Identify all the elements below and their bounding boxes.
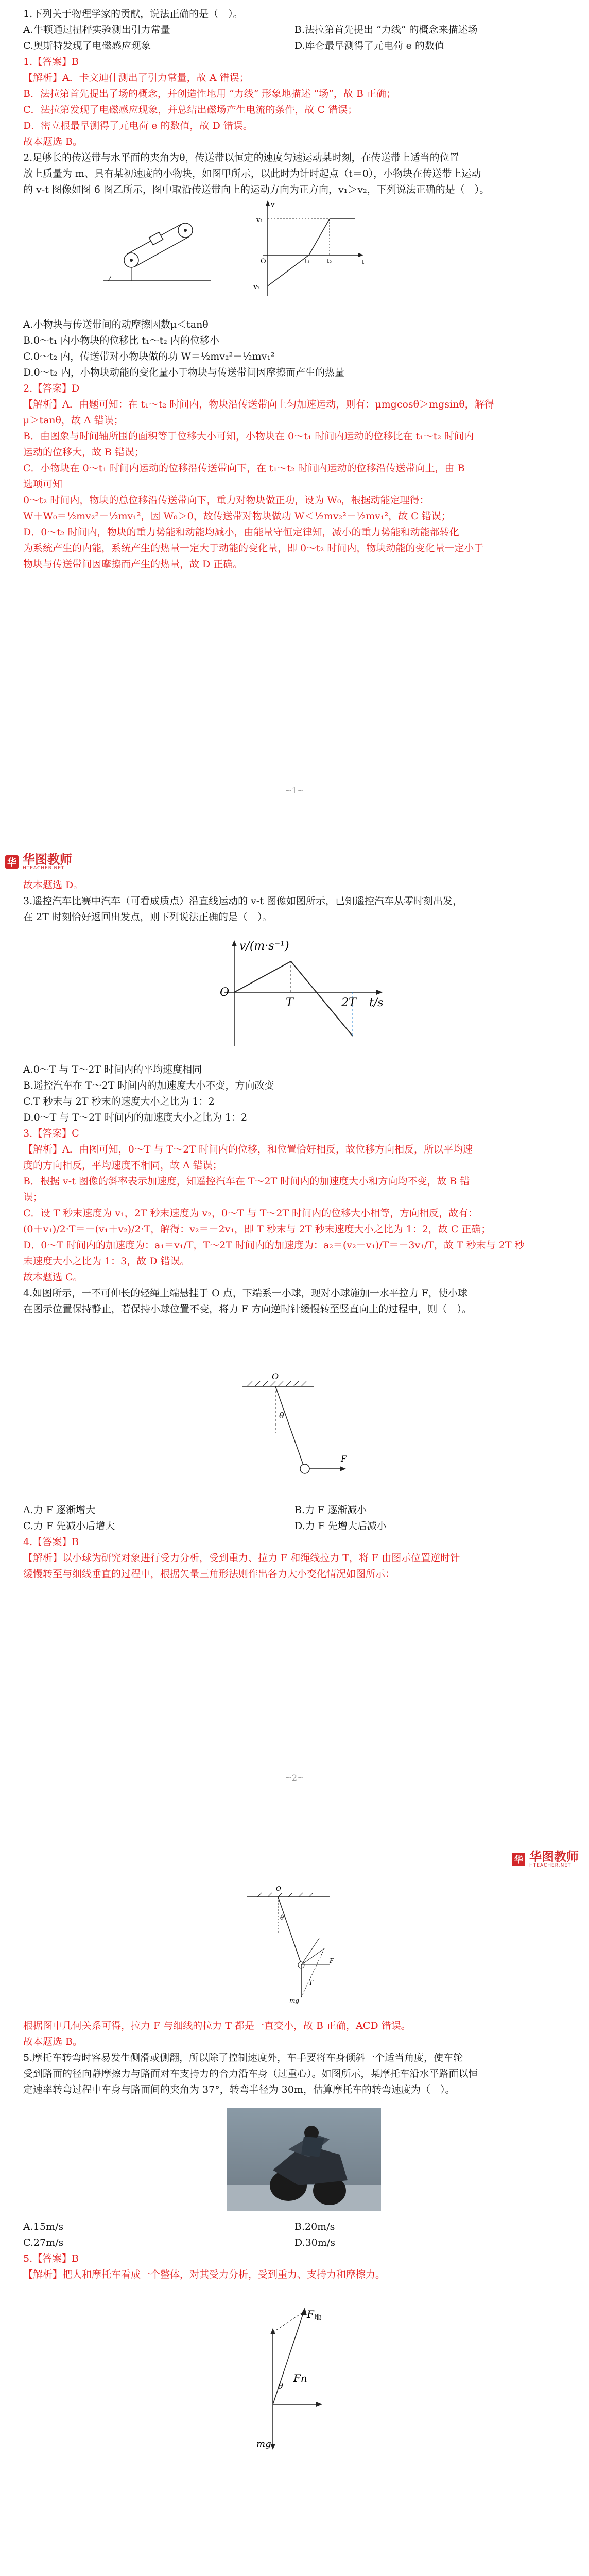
answer-text-line: 故本题选 D。 — [23, 879, 83, 891]
answer-text-line: 运动的位移大，故 B 错误； — [23, 447, 145, 458]
page2-bottom-text — [23, 1502, 566, 1582]
vt-graph — [251, 200, 365, 296]
answer-text-line: 4.【答案】B — [23, 1536, 79, 1548]
brand-logo — [512, 1851, 579, 1868]
question-text-line: A.小物块与传送带间的动摩擦因数μ＜tanθ — [23, 319, 209, 330]
t-tick-label: T — [286, 996, 293, 1009]
answer-text-line: 【解析】A．卡文迪什测出了引力常量，故 A 错误； — [23, 72, 249, 83]
option-text: C.27m/s — [23, 2237, 64, 2248]
question-text-line: 2.足够长的传送带与水平面的夹角为θ，传送带以恒定的速度匀速运动某时刻，在传送带上适当的位置 — [23, 152, 459, 163]
page3-mid-text — [23, 2219, 566, 2283]
answer-text-line: 缓慢转至与细线垂直的过程中，根据矢量三角形法则作出各力大小变化情况如图所示： — [23, 1568, 395, 1580]
f-label: F — [330, 1957, 334, 1964]
v-axis-label: v/(m·s⁻¹) — [239, 940, 289, 953]
pendulum-figure — [227, 1371, 371, 1489]
brand-logo — [5, 853, 72, 871]
question-text-line: 的 v-t 图像如图 6 图乙所示，图中取沿传送带向上的运动方向为正方向，v₁＞v₂，下列说法正确的是（ ）。 — [23, 184, 490, 195]
conveyor-belt-drawing — [103, 223, 211, 281]
answer-text-line: D．0～T 时间内的加速度为：a₁＝v₁/T，T～2T 时间内的加速度为：a₂＝(v₂－v₁)/T＝－3v₁/T，故 T 秒末与 2T 秒 — [23, 1240, 525, 1251]
question-text-line: B.0～t₁ 内小物块的位移比 t₁～t₂ 内的位移小 — [23, 335, 219, 346]
answer-text-line: 故本题选 C。 — [23, 1272, 83, 1283]
answer-text-line: B．根据 v-t 图像的斜率表示加速度，知遥控汽车在 T～2T 时间内的加速度大小和方向均不变，故 B 错 — [23, 1176, 470, 1187]
f-label: F — [341, 1454, 347, 1464]
option-text: A.力 F 逐渐增大 — [23, 1504, 96, 1516]
question-text-line: 定速率转弯过程中车身与路面间的夹角为 37°，转弯半径为 30m，估算摩托车的转弯速度为（ ）。 — [23, 2084, 455, 2095]
option-row — [23, 1518, 566, 1534]
question-text-line: 在 2T 时刻恰好返回出发点，则下列说法正确的是（ ）。 — [23, 911, 272, 923]
question-text-line: 4.如图所示，一不可伸长的轻绳上端悬挂于 O 点，下端系一小球，现对小球施加一水平拉力 F，使小球 — [23, 1287, 468, 1299]
option-text: C.力 F 先减小后增大 — [23, 1520, 115, 1532]
question-text-line: D.0～T 与 T～2T 时间内的加速度大小之比为 1：2 — [23, 1112, 248, 1123]
page1-bottom-text — [23, 317, 566, 572]
fn-label: Fn — [293, 2372, 307, 2384]
v1-label: v₁ — [256, 216, 263, 224]
answer-text-line: 选项可知 — [23, 479, 63, 490]
page-1 — [0, 0, 589, 845]
answer-text-line: 【解析】A．由图可知，0～T 与 T～2T 时间内的位移，和位置恰好相反，故位移方向相反，所以平均速 — [23, 1144, 473, 1155]
page-2 — [0, 845, 589, 1840]
o-label: O — [276, 1885, 281, 1892]
option-row — [23, 22, 566, 38]
answer-text-line: 3.【答案】C — [23, 1128, 79, 1139]
2t-tick-label: 2T — [341, 996, 356, 1009]
question-text-line: C.0～t₂ 内，传送带对小物块做的功 W＝½mv₂²－½mv₁² — [23, 351, 275, 362]
answer-text-line: 根据图中几何关系可得，拉力 F 与细线的拉力 T 都是一直变小，故 B 正确，ACD 错误。 — [23, 2020, 411, 2031]
logo-text: 华图教师 — [529, 1850, 579, 1864]
question-text-line: A.0～T 与 T～2T 时间内的平均速度相同 — [23, 1064, 202, 1075]
answer-text-line: 误； — [23, 1192, 43, 1203]
answer-text-line: 故本题选 B。 — [23, 2036, 83, 2047]
page-number: ~2~ — [285, 1773, 304, 1783]
option-text: D.库仑最早测得了元电荷 e 的数值 — [294, 40, 444, 52]
motorcycle-force-figure — [216, 2301, 371, 2451]
answer-text-line: D．密立根最早测得了元电荷 e 的数值，故 D 错误。 — [23, 120, 253, 131]
option-text: A.15m/s — [23, 2221, 64, 2232]
origin-label: O — [261, 258, 266, 265]
answer-text-line: (0＋v₁)/2·T＝－(v₁＋v₂)/2·T，解得：v₂＝－2v₁，即 T 秒末与 2T 秒末速度大小之比为 1：2，故 C 正确； — [23, 1224, 491, 1235]
question-text-line: 1.下列关于物理学家的贡献，说法正确的是（ ）。 — [23, 8, 243, 20]
option-text: B.力 F 逐渐减小 — [294, 1504, 367, 1516]
logo-mark-icon: 华 — [512, 1853, 525, 1866]
question-text-line: C.T 秒末与 2T 秒末的速度大小之比为 1：2 — [23, 1096, 215, 1107]
page-3 — [0, 1840, 589, 2576]
question-text-line: 3.遥控汽车比赛中汽车（可看成质点）沿直线运动的 v-t 图像如图所示，已知遥控汽车从零时刻出发， — [23, 895, 462, 907]
question-text-line: 放上质量为 m、具有某初速度的小物块，如图甲所示，以此时为计时起点（t＝0），小物块在传送带上运动 — [23, 168, 481, 179]
answer-text-line: 故本题选 B。 — [23, 136, 83, 147]
answer-text-line: B．由图象与时间轴所围的面积等于位移大小可知，小物块在 0～t₁ 时间内运动的位移比在 t₁～t₂ 时间内 — [23, 431, 474, 442]
t-label: T — [309, 1979, 314, 1986]
t-axis-label: t — [361, 259, 365, 266]
answer-text-line: 2.【答案】D — [23, 383, 80, 394]
question-text-line: 5.摩托车转弯时容易发生侧滑或侧翻，所以除了控制速度外，车手要将车身倾斜一个适当角度，使车轮 — [23, 2052, 463, 2063]
theta-label: θ — [278, 2381, 283, 2391]
option-text: A.牛顿通过扭秤实验测出引力常量 — [23, 24, 170, 36]
question-text-line: 在图示位置保持静止，若保持小球位置不变，将力 F 方向逆时针缓慢转至竖直向上的过程中，则（ ）。 — [23, 1303, 472, 1315]
origin-label: O — [220, 986, 230, 999]
answer-text-line: 5.【答案】B — [23, 2253, 79, 2264]
mg-label: mg — [256, 2438, 271, 2449]
answer-text-line: W＋W₀＝½mv₂²－½mv₁²，因 W₀＞0，故传送带对物块做功 W＜½mv₂²－½mv₁²，故 C 错误； — [23, 511, 451, 522]
answer-text-line: C．设 T 秒末速度为 v₁，2T 秒末速度为 v₂，0～T 与 T～2T 时间内的位移大小相等，方向相反，故有： — [23, 1208, 478, 1219]
page3-top-text — [23, 2018, 566, 2098]
logo-text: 华图教师 — [23, 852, 72, 867]
toy-car-vt-graph — [203, 938, 420, 1052]
answer-text-line: 为系统产生的内能，系统产生的热量一定大于动能的变化量，即 0～t₂ 时间内，物块动能的变化量一定小于 — [23, 543, 484, 554]
v-axis-label: v — [271, 201, 275, 209]
answer-text-line: 1.【答案】B — [23, 56, 79, 67]
question-text-line: 受到路面的径向静摩擦力与路面对车支持力的合力沿车身（过重心）。如图所示，某摩托车沿水平路面以恒 — [23, 2068, 478, 2079]
question-text-line: B.遥控汽车在 T～2T 时间内的加速度大小不变，方向改变 — [23, 1080, 274, 1091]
option-text: B.法拉第首先提出 “力线” 的概念来描述场 — [294, 24, 478, 36]
question-text-line: D.0～t₂ 内，小物块动能的变化量小于物块与传送带间因摩擦而产生的热量 — [23, 367, 344, 378]
option-row — [23, 38, 566, 54]
t-axis-label: t/s — [369, 996, 384, 1009]
o-label: O — [272, 1371, 279, 1381]
answer-text-line: B．法拉第首先提出了场的概念，并创造性地用 “力线” 形象地描述 “场”，故 B 正确； — [23, 88, 396, 99]
f-label: F — [307, 2308, 314, 2320]
theta-label: θ — [280, 1914, 284, 1921]
page1-top-text — [23, 6, 566, 198]
answer-text-line: 【解析】A．由题可知：在 t₁～t₂ 时间内，物块沿传送带向上匀加速运动，则有：μmgcosθ＞mgsinθ，解得 — [23, 399, 494, 410]
answer-text-line: C．法拉第发现了电磁感应现象，并总结出磁场产生电流的条件，故 C 错误； — [23, 104, 358, 115]
answer-text-line: 末速度大小之比为 1：3，故 D 错误。 — [23, 1256, 190, 1267]
logo-mark-icon: 华 — [5, 855, 19, 869]
answer-text-line: D．0～t₂ 时间内，物块的重力势能和动能均减小，由能量守恒定律知，减小的重力势能和动能都转化 — [23, 527, 459, 538]
answer-text-line: μ＞tanθ，故 A 错误； — [23, 415, 124, 426]
v2-label: -v₂ — [251, 283, 260, 291]
theta-label: θ — [279, 1411, 284, 1420]
answer-text-line: 【解析】以小球为研究对象进行受力分析，受到重力、拉力 F 和绳线拉力 T，将 F 由图示位置逆时针 — [23, 1552, 460, 1564]
answer-text-line: 度的方向相反，平均速度不相同，故 A 错误； — [23, 1160, 222, 1171]
option-row — [23, 2219, 566, 2235]
page-number: ~1~ — [285, 786, 304, 795]
page2-mid-text — [23, 1062, 566, 1317]
option-text: B.20m/s — [294, 2221, 335, 2232]
answer-text-line: C．小物块在 0～t₁ 时间内运动的位移沿传送带向下，在 t₁～t₂ 时间内运动的位移沿传送带向上，由 B — [23, 463, 465, 474]
logo-subtext: HTEACHER.NET — [529, 1863, 571, 1868]
option-row — [23, 1502, 566, 1518]
t1-label: t₁ — [305, 258, 310, 265]
mg-label: mg — [289, 1997, 300, 2004]
answer-text-line: 【解析】把人和摩托车看成一个整体，对其受力分析，受到重力、支持力和摩擦力。 — [23, 2269, 386, 2280]
force-triangle-figure — [227, 1876, 360, 2005]
answer-text-line: 0～t₂ 时间内，物块的总位移沿传送带向下，重力对物块做正功，设为 W₀，根据动能定理得： — [23, 495, 429, 506]
option-text: D.30m/s — [294, 2237, 335, 2248]
t2-label: t₂ — [326, 258, 332, 265]
conveyor-figure — [93, 198, 381, 301]
answer-text-line: 物块与传送带间因摩擦而产生的热量，故 D 正确。 — [23, 558, 243, 570]
option-text: D.力 F 先增大后减小 — [294, 1520, 387, 1532]
page2-top-text — [23, 877, 566, 925]
motorcycle-photo — [227, 2108, 381, 2211]
logo-subtext: HTEACHER.NET — [23, 866, 65, 871]
option-text: C.奥斯特发现了电磁感应现象 — [23, 40, 151, 52]
di-label: 地 — [314, 2314, 321, 2322]
option-row — [23, 2235, 566, 2251]
